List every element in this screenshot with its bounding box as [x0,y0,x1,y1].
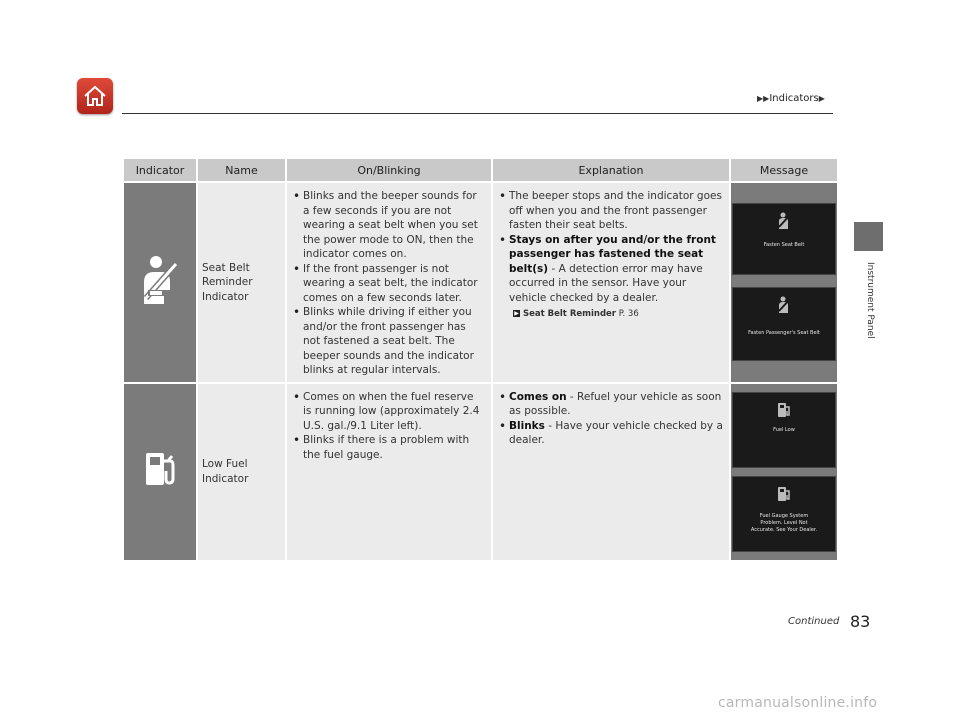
home-icon [81,82,109,110]
home-button[interactable] [77,78,113,114]
header-indicator: Indicator [124,159,196,181]
list-item: • If the front passenger is not wearing a seat belt, the indicator comes on a few seconds later. [291,262,485,306]
list-item: • Blinks if there is a problem with the fuel gauge. [291,433,485,462]
section-tab-label: Instrument Panel [865,262,875,339]
cross-reference-link[interactable]: ▶ Seat Belt Reminder P. 36 [514,309,639,319]
indicator-name: Low Fuel Indicator [198,384,285,560]
seat-belt-icon [777,212,791,230]
fuel-pump-icon [777,485,791,503]
table-row [124,384,837,560]
message-text: Fasten Seat Belt [763,242,805,248]
list-item: • The beeper stops and the indicator goes off when you and the front passenger fasten their seat belts. [497,189,723,233]
message-screen [732,392,836,468]
indicator-cell [124,384,196,560]
breadcrumb-arrow-icon: ▶ [818,94,825,103]
list-item: • Blinks and the beeper sounds for a few seconds if you are not wearing a seat belt when you set the power mode to ON, then the indicator comes on. [291,189,485,262]
fuel-pump-icon [142,449,178,489]
message-cell [731,384,837,560]
on-blinking-cell [287,183,491,382]
table-header-row [124,159,837,181]
section-tab[interactable] [854,222,883,251]
reference-arrow-icon: ▶ [514,310,519,317]
list-item: • Comes on - Refuel your vehicle as soon as possible. [497,390,723,419]
breadcrumb [757,93,825,104]
breadcrumb-arrows-icon: ▶▶ [757,94,770,103]
seat-belt-icon [777,296,791,314]
header-name: Name [198,159,285,181]
message-screen [732,476,836,552]
message-screen [732,287,836,361]
indicator-cell [124,183,196,382]
fuel-pump-icon [777,401,791,419]
explanation-cell [493,384,729,560]
list-item: • Stays on after you and/or the front passenger has fastened the seat belt(s) - A detection error may have occurred in the sensor. Have your vehicle checked by a dealer. [497,233,723,306]
message-text: Fuel Gauge System Problem. Level Not Accurate. See Your Dealer. [750,512,818,533]
indicator-table [122,157,839,562]
header-on-blinking: On/Blinking [287,159,491,181]
explanation-cell [493,183,729,382]
header-divider [122,113,833,114]
header-explanation: Explanation [493,159,729,181]
message-text: Fasten Passenger's Seat Belt [748,330,820,336]
breadcrumb-link-indicators[interactable]: Indicators [769,93,819,104]
seat-belt-icon [138,254,182,306]
table-row [124,183,837,382]
watermark: carmanualsonline.info [718,695,878,711]
list-item: • Blinks - Have your vehicle checked by a dealer. [497,419,723,448]
continued-label: Continued [788,616,840,627]
on-blinking-cell [287,384,491,560]
list-item: • Comes on when the fuel reserve is running low (approximately 2.4 U.S. gal./9.1 Liter left). [291,390,485,434]
message-text: Fuel Low [773,426,795,433]
message-screen [732,203,836,275]
indicator-name: Seat Belt Reminder Indicator [198,183,285,382]
header-message: Message [731,159,837,181]
message-cell [731,183,837,382]
page-number: 83 [850,612,871,631]
list-item: • Blinks while driving if either you and/or the front passenger has not fastened a seat belt. The beeper sounds and the indicator blinks at regular intervals. [291,305,485,378]
